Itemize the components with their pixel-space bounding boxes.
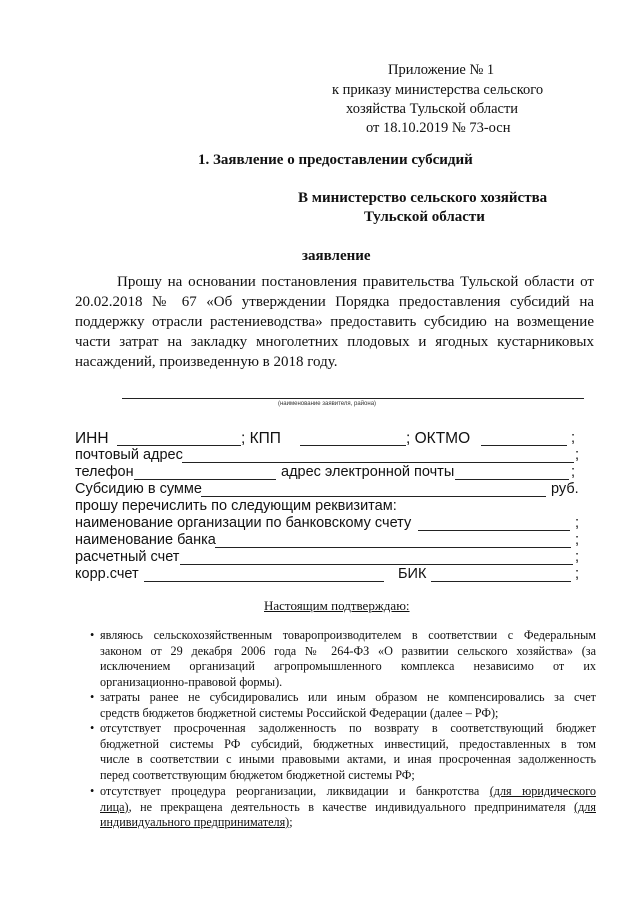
org-name-label: наименование организации по банковскому счету — [75, 515, 412, 531]
semicolon: ; — [575, 515, 580, 531]
phone-label: телефон — [75, 464, 134, 480]
corr-account-field[interactable] — [144, 581, 384, 582]
list-item: • затраты ранее не субсидировались или иным образом не компенсировались за счет средств бюджетов бюджетной системы Российской Федерации (далее – РФ); — [90, 690, 596, 720]
kpp-field[interactable] — [300, 445, 406, 446]
postal-address-label: почтовый адрес — [75, 447, 183, 463]
confirm-heading: Настоящим подтверждаю: — [264, 598, 410, 613]
semicolon: ; — [575, 549, 580, 565]
bullet-icon: • — [90, 690, 95, 704]
bullet-icon: • — [90, 784, 95, 798]
semicolon: ; — [575, 532, 580, 548]
semicolon: ; — [575, 447, 580, 463]
phone-field[interactable] — [134, 479, 276, 480]
list-item: • являюсь сельскохозяйственным товаропроизводителем в соответствии с Федеральным законом от 29 декабря 2006 года № 264-ФЗ «О развитии сельского хозяйства» (за исключением организаций агропромышленного комплекса независимо от их организационно-правовой формы). — [90, 628, 596, 689]
semicolon: ; — [575, 566, 580, 582]
list-item: • отсутствует просроченная задолженность по возврату в соответствующий бюджет бюджетной системы РФ субсидий, бюджетных инвестиций, предоставленных в том числе в соответствии с иными правовыми актами, и иная просроченная задолженность перед соответствующим бюджетом бюджетной системы РФ; — [90, 721, 596, 782]
addressee-line2: Тульской области — [364, 209, 485, 225]
applicant-caption: (наименование заявителя, района) — [278, 401, 377, 407]
list-item: • отсутствует процедура реорганизации, ликвидации и банкротства (для юридического лица), не прекращена деятельность в качестве индивидуального предпринимателя (для индивидуального предпринимателя); — [90, 784, 596, 829]
request-line: части затрат на закладку многолетних плодовых и ягодных кустарниковых — [75, 334, 594, 350]
request-line: 20.02.2018 № 67 «Об утверждении Порядка предоставления субсидий на — [75, 294, 594, 310]
appendix-ministry: хозяйства Тульской области — [346, 101, 519, 117]
corr-account-label: корр.счет — [75, 566, 139, 582]
oktmo-field[interactable] — [481, 445, 567, 446]
account-label: расчетный счет — [75, 549, 180, 565]
subsidy-amount-field[interactable] — [201, 496, 546, 497]
request-line: Прошу на основании постановления правительства Тульской области от — [117, 274, 594, 290]
appendix-order-ref: к приказу министерства сельского — [332, 82, 544, 98]
currency-label: руб. — [551, 481, 579, 497]
bik-label: БИК — [398, 566, 427, 582]
bullet-icon: • — [90, 721, 95, 735]
document-title: заявление — [302, 248, 371, 264]
addressee-line1: В министерство сельского хозяйства — [298, 190, 548, 206]
appendix-number: Приложение № 1 — [388, 62, 495, 78]
semicolon: ; — [571, 430, 576, 446]
request-line: поддержку отрасли растениеводства» предоставить субсидию на возмещение — [75, 314, 594, 330]
bank-name-field[interactable] — [215, 547, 571, 548]
account-field[interactable] — [180, 564, 573, 565]
transfer-details-label: прошу перечислить по следующим реквизитам: — [75, 498, 397, 514]
section-title: 1. Заявление о предоставлении субсидий — [198, 152, 473, 168]
kpp-label: ; КПП — [241, 430, 281, 447]
email-label: адрес электронной почты — [281, 464, 455, 480]
org-name-field[interactable] — [418, 530, 570, 531]
semicolon: ; — [571, 464, 576, 480]
subsidy-amount-label: Субсидию в сумме — [75, 481, 202, 497]
email-field[interactable] — [455, 479, 569, 480]
applicant-name-field[interactable] — [122, 398, 584, 399]
oktmo-label: ; ОКТМО — [406, 430, 471, 447]
request-line: насаждений, произведенную в 2018 году. — [75, 354, 338, 370]
inn-field[interactable] — [117, 445, 241, 446]
appendix-date: от 18.10.2019 № 73-осн — [366, 120, 511, 136]
bullet-icon: • — [90, 628, 95, 642]
bank-name-label: наименование банка — [75, 532, 216, 548]
bik-field[interactable] — [431, 581, 571, 582]
inn-label: ИНН — [75, 430, 109, 447]
request-paragraph — [75, 272, 594, 372]
postal-address-field[interactable] — [182, 462, 574, 463]
